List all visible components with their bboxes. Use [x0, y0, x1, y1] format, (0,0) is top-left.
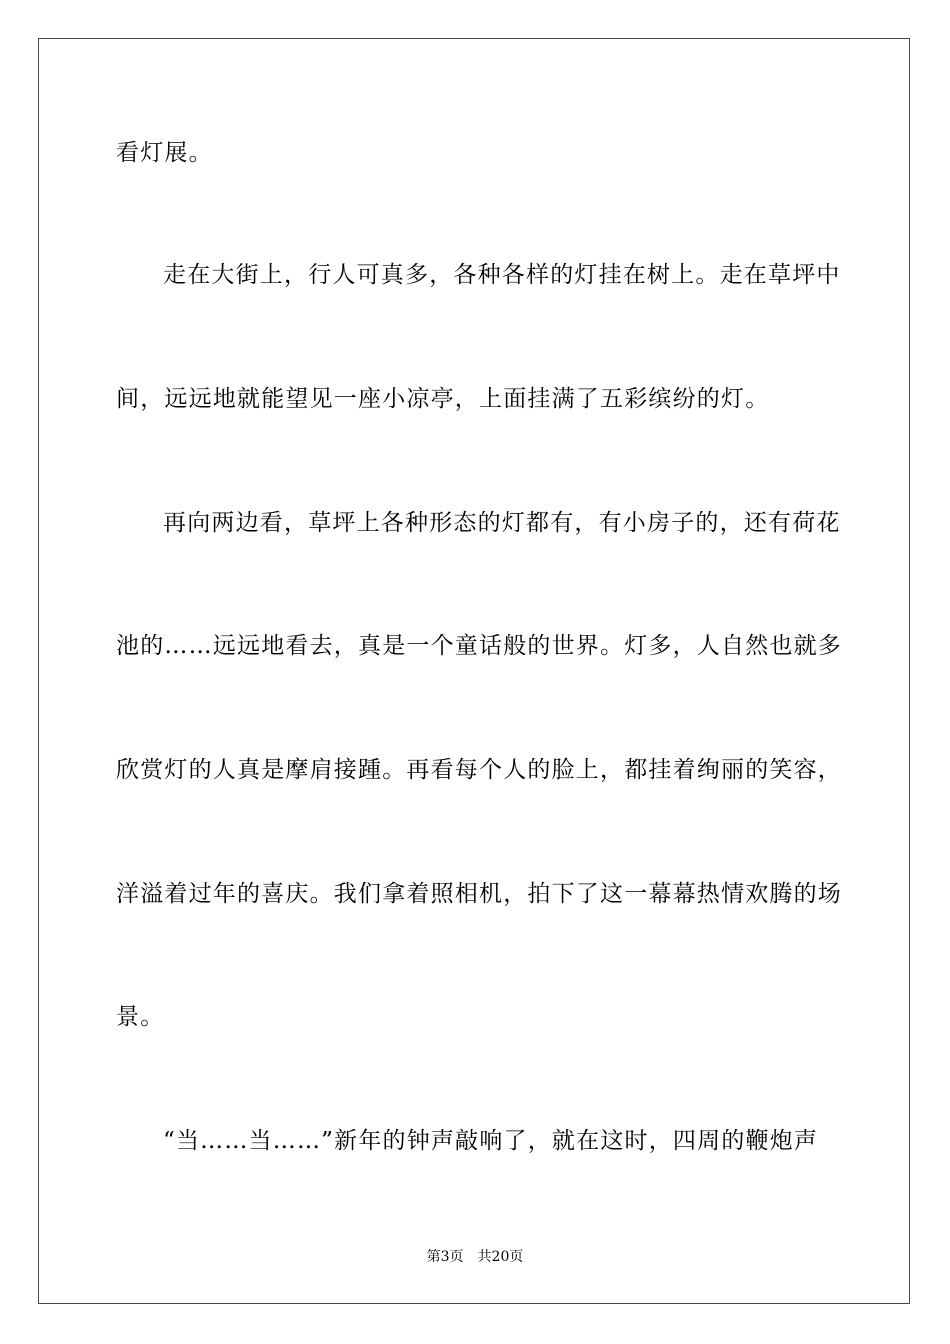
text-line-7: 洋溢着过年的喜庆。我们拿着照相机，拍下了这一幕幕热情欢腾的场	[116, 881, 842, 907]
page-footer	[0, 1248, 950, 1266]
text-line-9: “当……当……”新年的钟声敲响了，就在这时，四周的鞭炮声	[163, 1128, 819, 1154]
text-line-5: 池的……远远地看去，真是一个童话般的世界。灯多，人自然也就多	[116, 633, 842, 659]
text-line-1: 看灯展。	[116, 140, 213, 166]
text-line-2: 走在大街上，行人可真多，各种各样的灯挂在树上。走在草坪中	[163, 262, 841, 288]
text-line-4: 再向两边看，草坪上各种形态的灯都有，有小房子的，还有荷花	[163, 510, 841, 536]
text-line-6: 欣赏灯的人真是摩肩接踵。再看每个人的脸上，都挂着绚丽的笑容，	[116, 757, 842, 783]
page-total: 共20页	[477, 1249, 524, 1265]
text-line-8: 景。	[116, 1004, 165, 1030]
text-line-3: 间，远远地就能望见一座小凉亭，上面挂满了五彩缤纷的灯。	[116, 386, 770, 412]
page-border	[38, 38, 910, 1304]
page-number: 第3页	[426, 1249, 464, 1265]
